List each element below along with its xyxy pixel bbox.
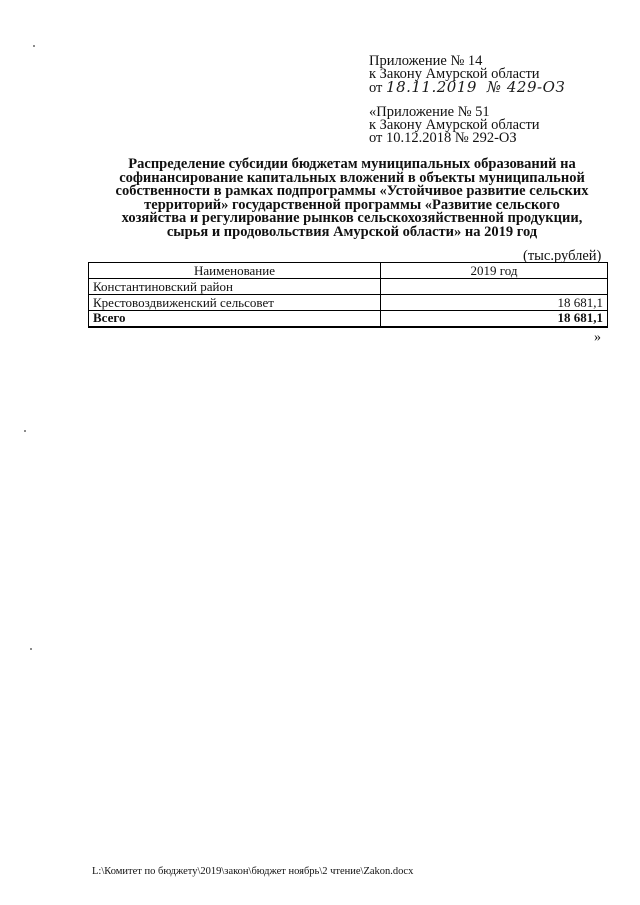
handwritten-law-number: № 429-ОЗ [486,78,566,96]
handwritten-date: 18.11.2019 [386,78,477,96]
appendix-previous-law: к Закону Амурской области [369,117,540,133]
title-line: сырья и продовольствия Амурской области» на 2019 год [166,223,538,240]
table-row [89,295,608,311]
appendix-current [369,55,565,95]
table-row [89,279,608,295]
header-year: 2019 год [381,263,608,279]
title-line: территорий» государственной программы «Развитие сельского [144,196,560,213]
appendix-previous-date: от 10.12.2018 № 292-ОЗ [369,130,517,146]
row-value [381,279,608,295]
title-line: Распределение субсидии бюджетам муниципальных образований на [128,156,576,172]
appendix-current-title: Приложение № 14 [369,53,483,69]
row-name: Константиновский район [89,279,381,295]
closing-quote: » [594,330,601,345]
title-line: хозяйства и регулирование рынков сельскохозяйственной продукции, [121,210,583,226]
scan-speck [30,648,32,650]
title-line: софинансирование капитальных вложений в объекты муниципальной [119,169,585,186]
footer-file-path: L:\Комитет по бюджету\2019\закон\бюджет ноябрь\2 чтение\Zakon.docx [92,866,414,877]
row-name: Крестовоздвиженский сельсовет [89,295,381,311]
title-line: собственности в рамках подпрограммы «Устойчивое развитие сельских [115,183,589,199]
units-label: (тыс.рублей) [523,248,602,264]
subsidy-table [88,262,608,328]
header-name: Наименование [89,263,381,279]
scan-speck [33,45,35,47]
appendix-previous-title: «Приложение № 51 [369,104,490,120]
document-title [92,158,612,239]
appendix-current-date [369,78,566,96]
appendix-current-date-prefix: от [369,80,383,96]
total-label: Всего [89,311,381,327]
total-value: 18 681,1 [381,311,608,327]
table-total-row [89,311,608,327]
appendix-previous [369,106,540,145]
row-value: 18 681,1 [381,295,608,311]
table-header-row [89,263,608,279]
scan-speck [24,430,26,432]
appendix-current-law: к Закону Амурской области [369,66,540,82]
